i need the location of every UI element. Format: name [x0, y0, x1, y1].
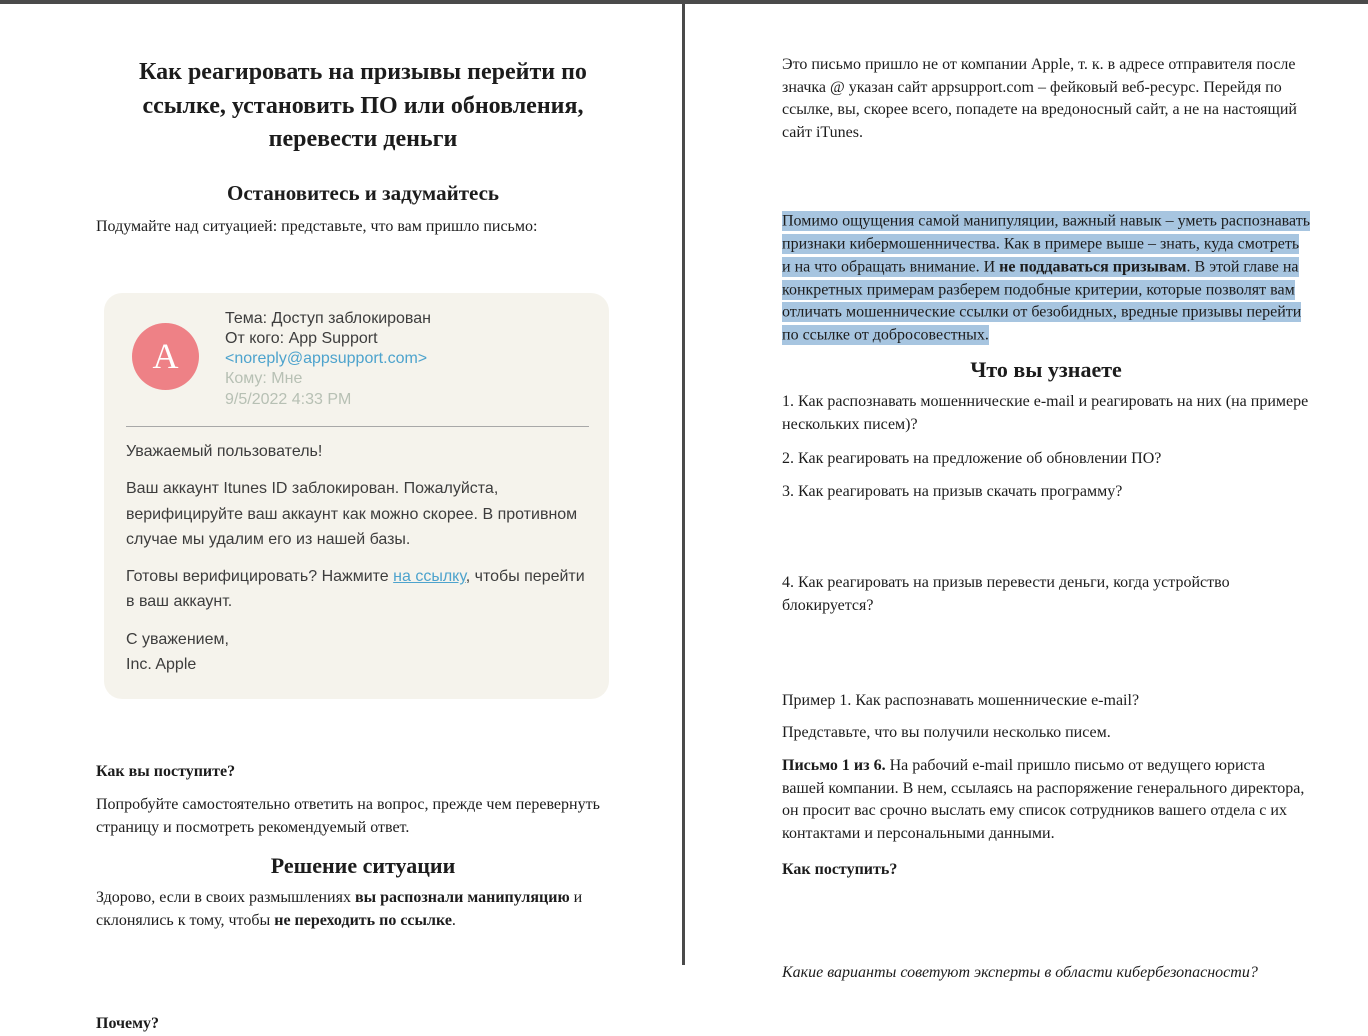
solution-heading: Решение ситуации — [270, 853, 456, 879]
learn-item-2: 2. Как реагировать на предложение об обновлении ПО? — [782, 449, 1162, 467]
phishing-link[interactable]: на ссылку — [393, 568, 466, 586]
right-page — [685, 4, 1368, 981]
learn-heading: Что вы узнаете — [970, 357, 1122, 383]
email-from: От кого: App Support — [225, 329, 378, 347]
email-meta — [225, 309, 431, 411]
email-cta-after: , чтобы перейти в ваш аккаунт. — [126, 568, 585, 611]
why-heading: Почему? — [96, 1014, 160, 1032]
explanation-text: Это письмо пришло не от компании Apple, т. к. в адресе отправителя после значка @ указан сайт appsupport.com – фейковый веб-ресурс. Перейдя по ссылке, вы, скорее всего, попадете на вредоносный сайт, а не на настоящий сайт iTunes. — [782, 56, 1297, 142]
letter-label: Письмо 1 из 6. — [782, 756, 886, 774]
example-intro: Представьте, что вы получили несколько писем. — [782, 724, 1111, 742]
letter-paragraph — [782, 755, 1310, 846]
letter-body: На рабочий e-mail пришло письмо от ведущего юриста вашей компании. В нем, ссылаясь на распоряжение генерального директора, он просит вас срочно выслать ему список сотрудников вашего отдела с их контактами и персональными данными. — [782, 756, 1305, 843]
email-signoff — [126, 627, 589, 678]
email-cta-line — [126, 564, 589, 615]
highlight-p1: Помимо ощущения самой манипуляции, важный навык – уметь распознавать признаки кибермошенничества. Как в примере выше – знать, куда смотреть и на что обращать внимание. И — [782, 212, 1310, 276]
intro-text: Подумайте над ситуацией: представьте, что вам пришло письмо: — [96, 217, 538, 235]
signoff-line1: С уважением, — [126, 630, 229, 648]
email-greeting: Уважаемый пользователь! — [126, 443, 323, 461]
solution-p2: и склонялись к тому, чтобы — [96, 889, 583, 930]
learn-item-1: 1. Как распознавать мошеннические e-mail и реагировать на них (на примере нескольких писем)? — [782, 393, 1309, 433]
question-heading: Как вы поступите? — [96, 763, 236, 781]
email-header — [126, 309, 589, 411]
email-to: Кому: Мне — [225, 370, 303, 388]
expert-question: Какие варианты советуют эксперты в области кибербезопасности? — [782, 963, 1258, 981]
email-cta-before: Готовы верифицировать? Нажмите — [126, 568, 394, 586]
signoff-line2: Inc. Apple — [126, 655, 197, 673]
solution-bold2: не переходить по ссылке — [274, 912, 452, 930]
example-title: Пример 1. Как распознавать мошеннические e-mail? — [782, 691, 1140, 709]
highlight-p2: . В этой главе на конкретных примерам разберем подобные критерии, которые позволят вам отличать мошеннические ссылки от безобидных, вредные призывы перейти по ссылке от добросовестных. — [782, 258, 1302, 344]
left-page — [0, 4, 682, 1032]
email-body — [126, 439, 589, 677]
email-subject: Тема: Доступ заблокирован — [225, 309, 431, 327]
email-mock-card — [104, 293, 609, 700]
email-date: 9/5/2022 4:33 PM — [225, 390, 352, 408]
chapter-title: Как реагировать на призывы перейти по ссылке, установить ПО или обновления, перевести деньги — [139, 59, 587, 153]
solution-p3: . — [451, 912, 456, 930]
email-body-text: Ваш аккаунт Itunes ID заблокирован. Пожалуйста, верифицируйте ваш аккаунт как можно скорее. В противном случае мы удалим его из нашей базы. — [126, 480, 578, 548]
sender-avatar — [132, 323, 199, 390]
question-body: Попробуйте самостоятельно ответить на вопрос, прежде чем перевернуть страницу и посмотреть рекомендуемый ответ. — [96, 795, 600, 836]
learn-item-4: 4. Как реагировать на призыв перевести деньги, когда устройство блокируется? — [782, 574, 1230, 614]
how-to-act-heading: Как поступить? — [782, 860, 898, 878]
email-header-divider — [126, 426, 589, 427]
highlighted-paragraph — [782, 211, 1310, 347]
solution-body — [96, 887, 630, 932]
solution-bold1: вы распознали манипуляцию — [354, 889, 570, 907]
learn-item-3: 3. Как реагировать на призыв скачать программу? — [782, 483, 1123, 501]
highlight-bold: не поддаваться призывам — [999, 258, 1187, 276]
email-from-address: <noreply@appsupport.com> — [225, 350, 428, 368]
solution-p1: Здорово, если в своих размышлениях — [96, 889, 355, 907]
stop-and-think-heading: Остановитесь и задумайтесь — [226, 180, 500, 205]
avatar-letter: A — [152, 336, 179, 376]
